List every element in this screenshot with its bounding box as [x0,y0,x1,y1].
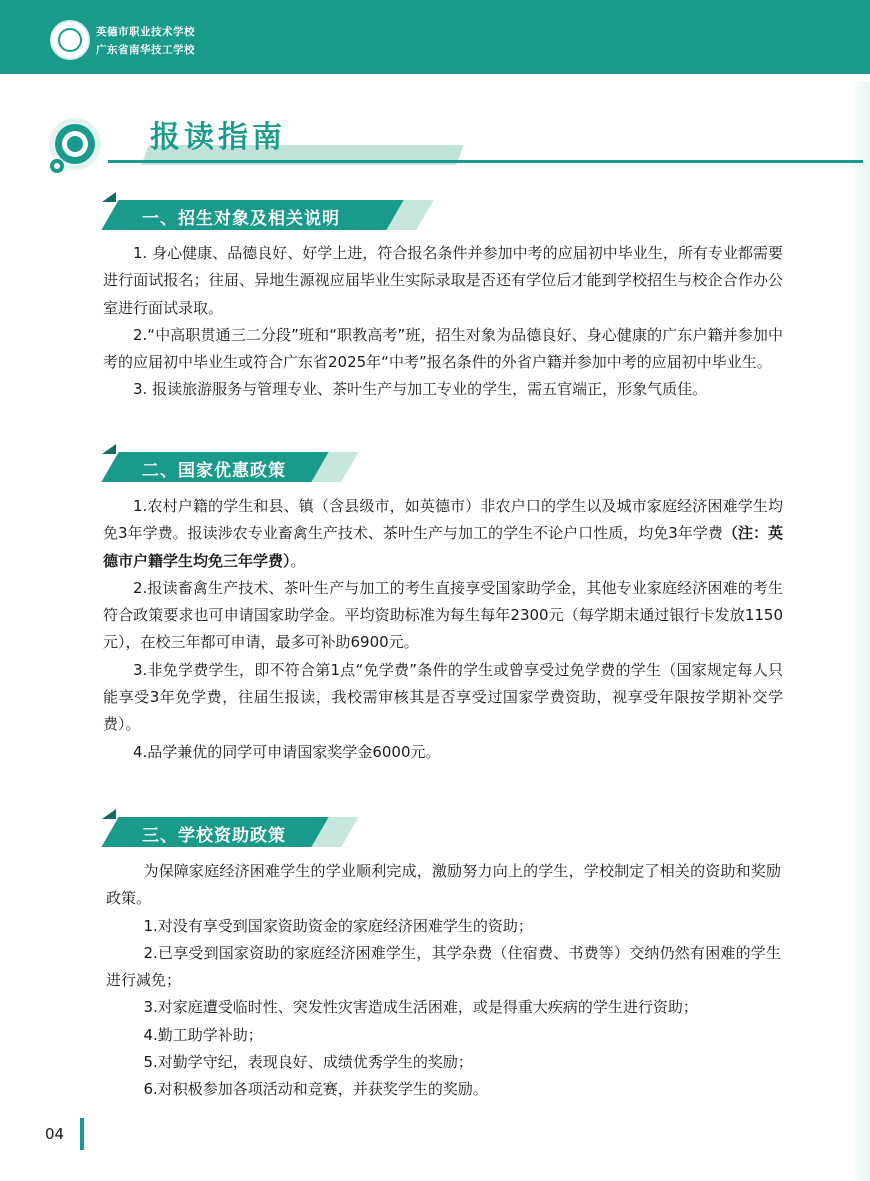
title-underline [108,160,863,163]
page-title: 报读指南 [150,120,286,155]
section-heading-label: 三、学校资助政策 [142,826,286,846]
page-number-bar [80,1118,84,1150]
paragraph: 为保障家庭经济困难学生的学业顺利完成，激励努力向上的学生，学校制定了相关的资助和奖励政策。 [106,862,781,908]
page-number: 04 [45,1125,65,1143]
list-item: 4.勤工助学补助； [143,1025,263,1044]
side-stripe [850,82,870,1181]
list-item: 1.对没有享受到国家资助资金的家庭经济困难学生的资助； [143,916,533,935]
school-name-1: 英德市职业技术学校 [96,26,195,38]
section-heading-label: 一、招生对象及相关说明 [142,209,340,229]
school-name-2: 广东省南华技工学校 [96,44,195,56]
list-item: 5.对勤学守纪，表现良好、成绩优秀学生的奖励； [143,1053,473,1072]
header-stripe [0,74,870,82]
paragraph-end: 。 [290,551,306,570]
school-logo-icon [50,20,90,60]
section-heading-label: 二、国家优惠政策 [142,461,286,481]
header-bar [0,0,870,74]
bold-note: （注：英德市户籍学生均免三年学费） [103,524,783,570]
paragraph: 4.品学兼优的同学可申请国家奖学金6000元。 [133,742,441,761]
section-2-body [103,493,783,766]
page-title-block [40,108,830,178]
paragraph: 1. 身心健康、品德良好、好学上进，符合报名条件并参加中考的应届初中毕业生，所有专业都需要进行面试报名；往届、异地生源视应届毕业生实际录取是否还有学位后才能到学校招生与校企合作办公室进行面试录取。 [103,244,783,317]
paragraph [103,493,783,575]
list-item: 3.对家庭遭受临时性、突发性灾害造成生活困难，或是得重大疾病的学生进行资助； [143,998,698,1017]
list-item: 2.已享受到国家资助的家庭经济困难学生，其学杂费（住宿费、书费等）交纳仍然有困难的学生进行减免； [106,943,781,990]
paragraph: 2.报读畜禽生产技术、茶叶生产与加工的考生直接享受国家助学金，其他专业家庭经济困难的考生符合政策要求也可申请国家助学金。平均资助标准为每生每年2300元（每学期末通过银行卡发放1150元），在校三年都可申请，最多可补助6900元。 [103,578,783,652]
concentric-circles-icon [45,116,105,176]
paragraph: 3.非免学费学生，即不符合第1点“免学费”条件的学生或曾享受过免学费的学生（国家规定每人只能享受3年免学费，往届生报读，我校需审核其是否享受过国家学费资助，视享受年限按学期补交学费）。 [103,660,783,734]
paragraph: 2.“中高职贯通三二分段”班和“职教高考”班，招生对象为品德良好、身心健康的广东户籍并参加中考的应届初中毕业生或符合广东省2025年“中考”报名条件的外省户籍并参加中考的应届初中毕业生。 [103,325,783,372]
paragraph-text: 1.农村户籍的学生和县、镇（含县级市，如英德市）非农户口的学生以及城市家庭经济困难学生均免3年学费。报读涉农专业畜禽生产技术、茶叶生产与加工的学生不论户口性质，均免3年学费 [103,497,783,543]
paragraph: 3. 报读旅游服务与管理专业、茶叶生产与加工专业的学生，需五官端正，形象气质佳。 [133,380,708,399]
section-1-body [103,240,783,404]
list-item: 6.对积极参加各项活动和竞赛，并获奖学生的奖励。 [143,1080,488,1099]
section-3-body [106,858,781,1104]
